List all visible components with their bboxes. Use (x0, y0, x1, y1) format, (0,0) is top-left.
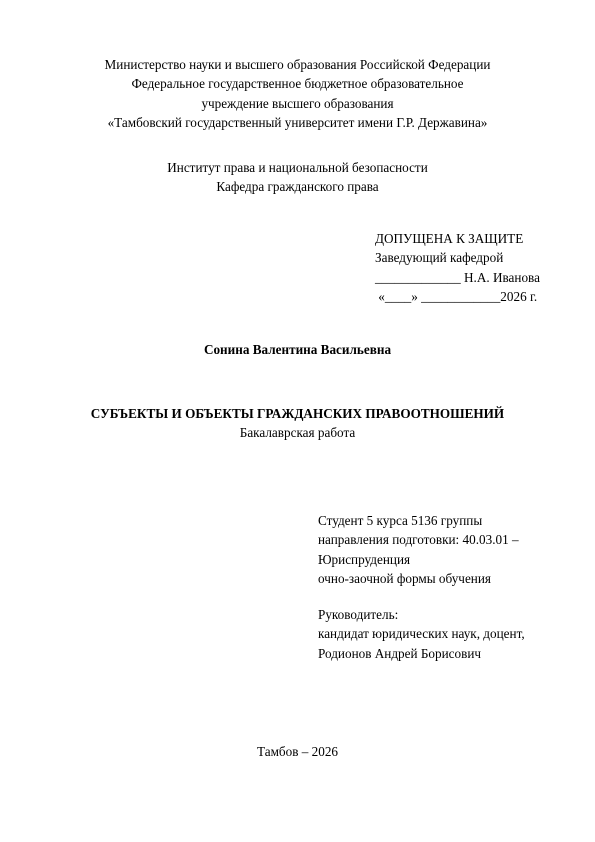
student-study-form-line: очно-заочной формы обучения (318, 570, 491, 586)
supervisor-label: Руководитель: (318, 607, 399, 622)
work-title-block (0, 404, 595, 443)
city-year: Тамбов – 2026 (256, 744, 339, 759)
ministry-line: Федеральное государственное бюджетное образовательное (131, 76, 464, 92)
approval-signature-line: _____________ Н.А. Иванова (375, 269, 540, 285)
author-block (0, 340, 595, 359)
student-specialty-line: Юриспруденция (318, 551, 411, 567)
author-name: Сонина Валентина Васильевна (203, 342, 392, 357)
ministry-line: Министерство науки и высшего образования Российской Федерации (104, 57, 491, 72)
approval-role: Заведующий кафедрой (375, 250, 504, 266)
supervisor-name: Родионов Андрей Борисович (318, 645, 482, 661)
institute-name: Институт права и национальной безопасности (167, 160, 428, 175)
student-course-line: Студент 5 курса 5136 группы (318, 513, 483, 528)
approval-heading: ДОПУЩЕНА К ЗАЩИТЕ (375, 231, 524, 246)
ministry-line: учреждение высшего образования (201, 95, 394, 111)
approval-date-line: «____» ____________2026 г. (375, 288, 538, 304)
institute-block (0, 158, 595, 197)
student-info-block (318, 511, 558, 588)
university-name: «Тамбовский государственный университет имени Г.Р. Державина» (107, 114, 488, 130)
work-type: Бакалаврская работа (239, 425, 356, 441)
student-direction-line: направления подготовки: 40.03.01 – (318, 532, 519, 548)
ministry-header (0, 55, 595, 132)
approval-block (375, 229, 590, 306)
work-title: СУБЪЕКТЫ И ОБЪЕКТЫ ГРАЖДАНСКИХ ПРАВООТНОШЕНИЙ (90, 406, 505, 421)
department-name: Кафедра гражданского права (216, 179, 379, 195)
supervisor-info-block (318, 605, 558, 663)
supervisor-degree: кандидат юридических наук, доцент, (318, 626, 525, 642)
footer-block (0, 742, 595, 761)
